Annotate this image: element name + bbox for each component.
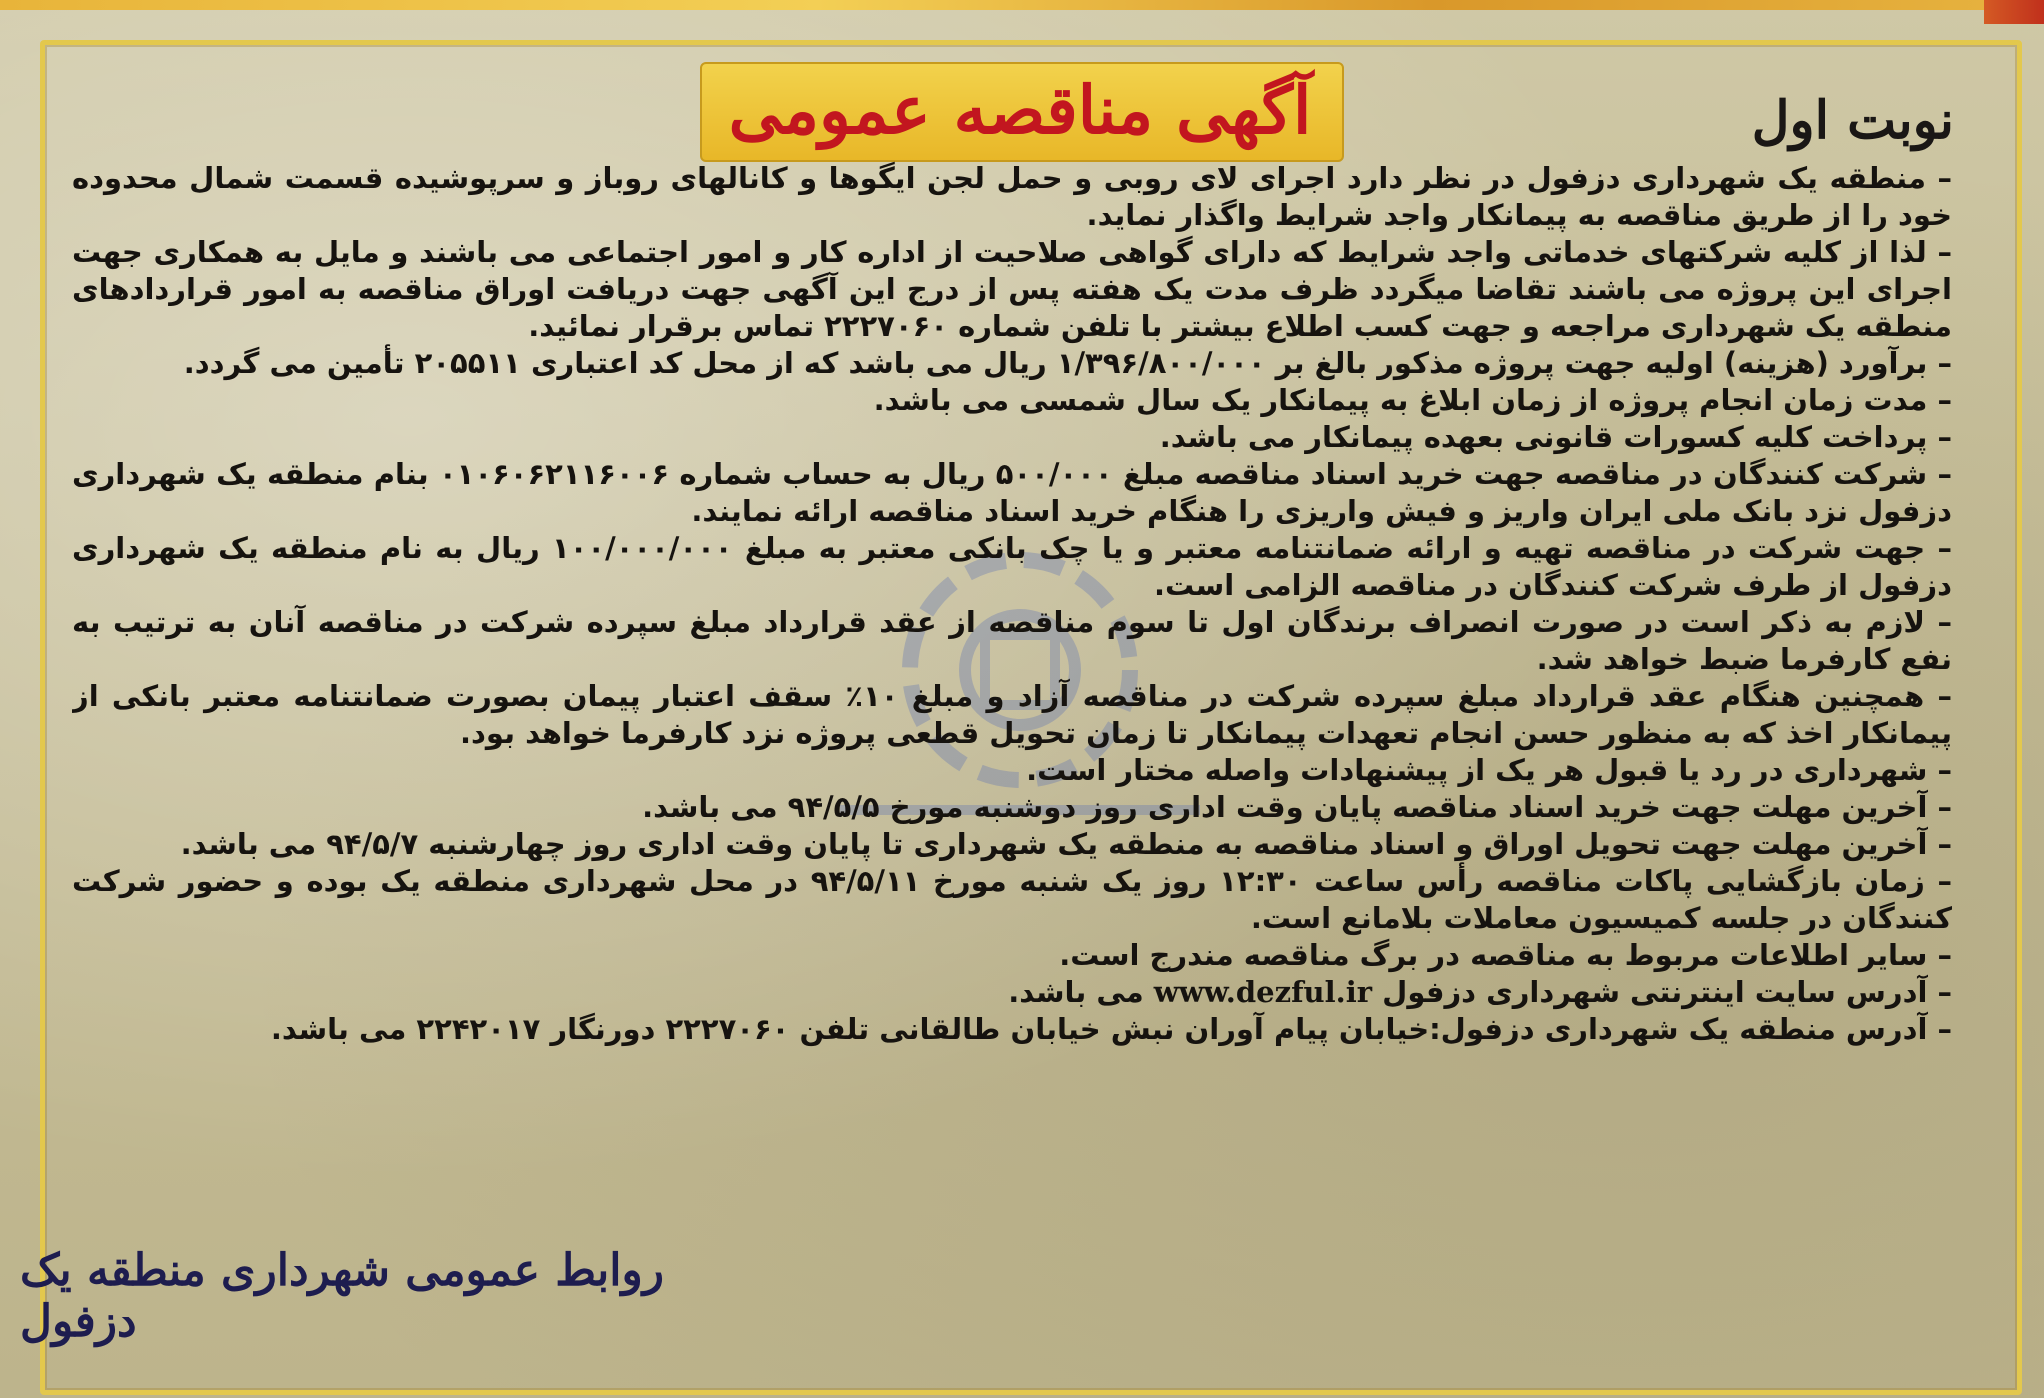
body-paragraph: – لازم به ذکر است در صورت انصراف برندگان اول تا سوم مناقصه از عقد قرارداد مبلغ سپرده شرکت در مناقصه آنان به ترتیب به نفع کارفرما ضبط خواهد شد. — [72, 605, 1952, 676]
body-paragraph: – شهرداری در رد یا قبول هر یک از پیشنهادات واصله مختار است. — [1026, 753, 1952, 787]
body-paragraph: – لذا از کلیه شرکتهای خدماتی واجد شرایط که دارای گواهی صلاحیت از اداره کار و امور اجتماعی می باشند و مایل به همکاری جهت اجرای این پروژه می باشند تقاضا میگردد ظرف مدت یک هفته پس از درج این آگهی جهت دریافت اوراق مناقصه به امور قراردادهای منطقه یک شهرداری مراجعه و جهت کسب اطلاع بیشتر با تلفن شماره ۲۲۲۷۰۶۰ تماس برقرار نمائید. — [72, 235, 1952, 343]
ad-title: آگهی مناقصه عمومی — [728, 71, 1312, 149]
top-corner-strip — [1984, 0, 2044, 24]
body-paragraph: – سایر اطلاعات مربوط به مناقصه در برگ مناقصه مندرج است. — [1059, 938, 1952, 972]
body-paragraph: – مدت زمان انجام پروژه از زمان ابلاغ به پیمانکار یک سال شمسی می باشد. — [873, 383, 1952, 417]
body-paragraph: – آخرین مهلت جهت خرید اسناد مناقصه پایان وقت اداری روز دوشنبه مورخ ۹۴/۵/۵ می باشد. — [642, 790, 1952, 824]
round-label: نوبت اول — [1751, 90, 1954, 151]
website-url: www.dezful.ir — [1153, 975, 1373, 1009]
top-color-strip — [0, 0, 2044, 10]
address-line: – آدرس منطقه یک شهرداری دزفول:خیابان پیام آوران نبش خیابان طالقانی تلفن ۲۲۲۷۰۶۰ دورنگار ۲۲۴۲۰۱۷ می باشد. — [270, 1012, 1952, 1046]
ad-body — [72, 160, 1952, 1270]
body-paragraph: – جهت شرکت در مناقصه تهیه و ارائه ضمانتنامه معتبر و یا چک بانکی معتبر به مبلغ ۱۰۰/۰۰۰/۰۰۰ ریال به نام منطقه یک شهرداری دزفول از طرف شرکت کنندگان در مناقصه الزامی است. — [72, 531, 1952, 602]
body-paragraph: – زمان بازگشایی پاکات مناقصه رأس ساعت ۱۲:۳۰ روز یک شنبه مورخ ۹۴/۵/۱۱ در محل شهرداری منطقه یک بوده و حضور شرکت کنندگان در جلسه کمیسیون معاملات بلامانع است. — [72, 864, 1952, 935]
body-paragraph: – پرداخت کلیه کسورات قانونی بعهده پیمانکار می باشد. — [1159, 420, 1952, 454]
website-line — [72, 974, 1952, 1011]
body-paragraph: – آخرین مهلت جهت تحویل اوراق و اسناد مناقصه به منطقه یک شهرداری تا پایان وقت اداری روز چهارشنبه ۹۴/۵/۷ می باشد. — [180, 827, 1952, 861]
body-paragraph: – برآورد (هزینه) اولیه جهت پروژه مذکور بالغ بر ۱/۳۹۶/۸۰۰/۰۰۰ ریال می باشد که از محل کد اعتباری ۲۰۵۵۱۱ تأمین می گردد. — [183, 346, 1952, 380]
signature: روابط عمومی شهرداری منطقه یک دزفول — [20, 1245, 665, 1347]
website-line-suffix: می باشد. — [1008, 975, 1144, 1009]
body-paragraph: – منطقه یک شهرداری دزفول در نظر دارد اجرای لای روبی و حمل لجن ایگوها و کانالهای روباز و سرپوشیده قسمت شمال محدوده خود را از طریق مناقصه به پیمانکار واجد شرایط واگذار نماید. — [72, 161, 1952, 232]
website-line-prefix: – آدرس سایت اینترنتی شهرداری دزفول — [1382, 975, 1952, 1009]
body-paragraph: – شرکت کنندگان در مناقصه جهت خرید اسناد مناقصه مبلغ ۵۰۰/۰۰۰ ریال به حساب شماره ۰۱۰۶۰۶۲۱۱۶۰۰۶ بنام منطقه یک شهرداری دزفول نزد بانک ملی ایران واریز و فیش واریزی را هنگام خرید اسناد مناقصه ارائه نمایند. — [72, 457, 1952, 528]
body-paragraph: – همچنین هنگام عقد قرارداد مبلغ سپرده شرکت در مناقصه آزاد و مبلغ ۱۰٪ سقف اعتبار پیمان بصورت ضمانتنامه معتبر بانکی از پیمانکار اخذ که به منظور حسن انجام تعهدات پیمانکار تا زمان تحویل قطعی پروژه نزد کارفرما خواهد بود. — [72, 679, 1952, 750]
